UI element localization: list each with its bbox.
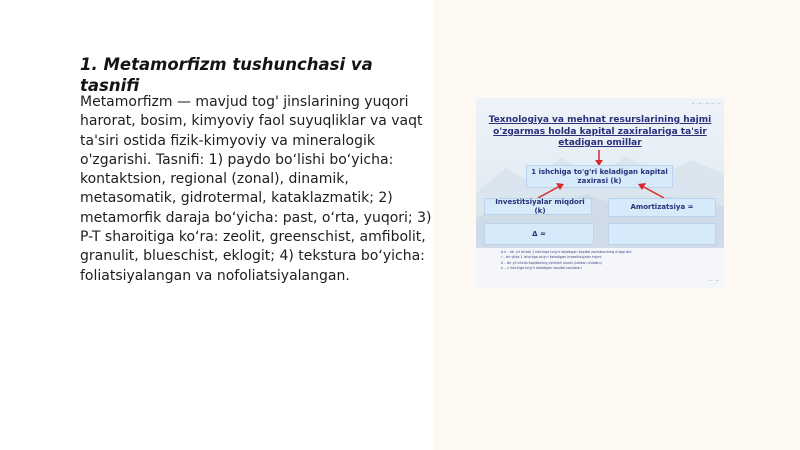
image-footer-text: ~ · ~	[708, 278, 719, 283]
image-note: i – bir yilda 1 ishchiga to'g'ri keladigan investitsiyalar hajmi	[501, 255, 602, 260]
image-box-capital: 1 ishchiga to'g'ri keladigan kapital zaxirasi (k)	[526, 165, 673, 188]
image-box-investments: Investitsiyalar miqdori (k)	[484, 198, 592, 215]
image-box-formula-left: Δ =	[484, 223, 594, 245]
image-box-formula-right	[608, 223, 716, 245]
image-title: Texnologiya va mehnat resurslarining hajmi o'zgarmas holda kapital zaxiralariga ta'sir etadigan omillar	[488, 115, 712, 148]
image-notes	[501, 250, 716, 272]
slide-body-text: Metamorfizm — mavjud tog' jinslarining yuqori harorat, bosim, kimyoviy faol suyuqliklar va vaqt ta'siri ostida fizik-kimyoviy va mineralogik o'zgarishi. Tasnifi: 1) paydo boʻlishi boʻyicha: kontaktsion, regional (zonal), dinamik, metasomatik, gidrotermal, kataklazmatik; 2) metamorfik daraja boʻyicha: past, oʻrta, yuqori; 3) P-T sharoitiga koʻra: zeolit, greenschist, amfibolit, granulit, blueschist, eklogit; 4) tekstura boʻyicha: foliatsiyalangan va nofoliatsiyalangan.	[80, 94, 432, 284]
image-note: δ – bir yil ichida kapitalning yeirilish ulushi (ishdan chiqishi)	[501, 260, 602, 265]
image-note: Δ k – bir yil ichida 1 ishchiga to'g'ri keladigan kapital zaxiralarining o'zgarishi	[501, 250, 632, 254]
image-header-text: ~ · ~ · ~ ~ · ~	[691, 101, 721, 106]
arrow-down-icon	[594, 150, 604, 166]
image-note: k – 1 ishchiga to'g'ri keladigan kapital zaxiralari	[501, 266, 582, 271]
slide-title: 1. Metamorfizm tushunchasi va tasnifi	[80, 55, 373, 95]
image-box-amortization: Amortizatsiya =	[608, 198, 716, 217]
embedded-diagram-image	[476, 98, 724, 288]
